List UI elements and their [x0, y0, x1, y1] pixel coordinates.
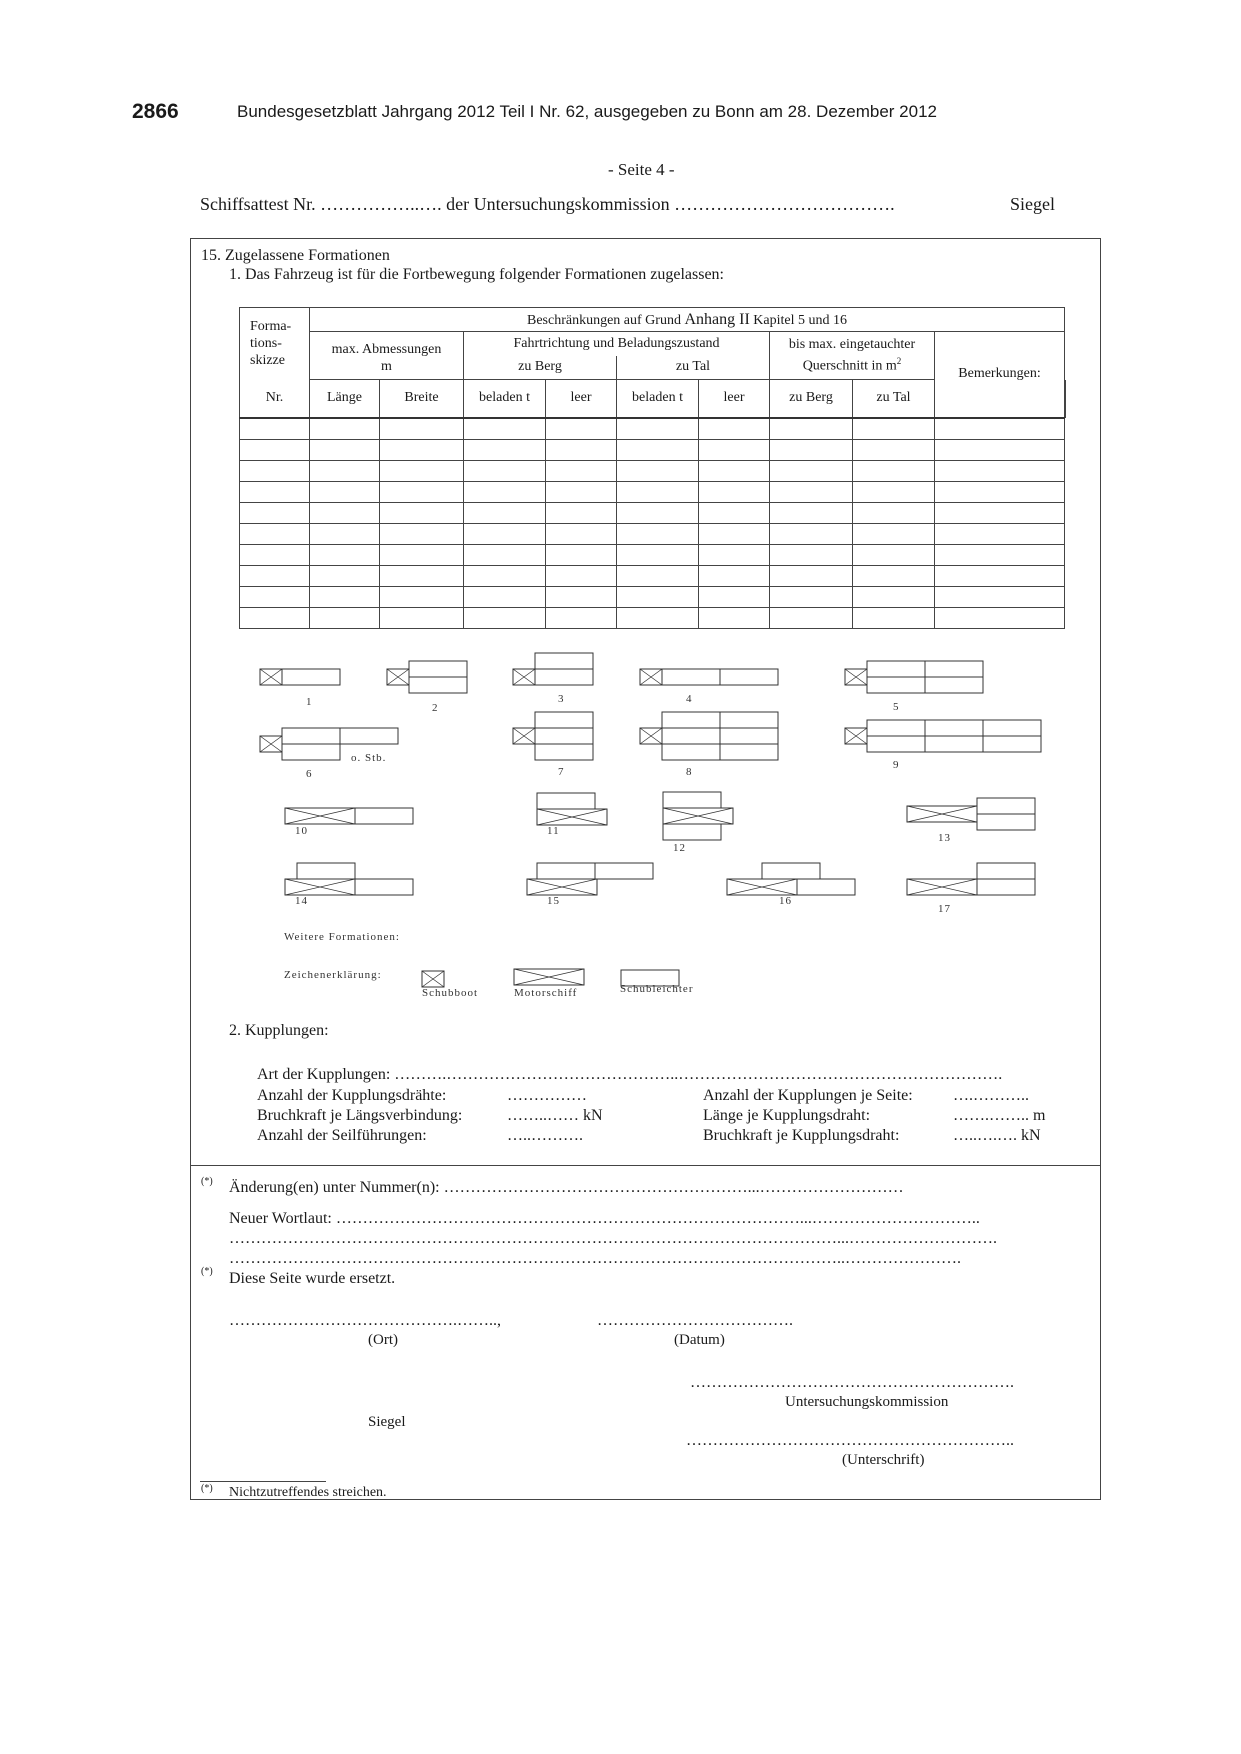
schubleichter-shape: [535, 744, 593, 760]
footnote-marker: (*): [201, 1266, 213, 1277]
schubleichter-shape: [535, 712, 593, 728]
unterschrift-dotted-line: ……………………………………………………..: [686, 1432, 1014, 1449]
schubleichter-shape: [535, 653, 593, 669]
eingetaucht-header: bis max. eingetauchter Querschnitt in $m^2$: [770, 332, 935, 380]
querschnitt-tal-header: zu Tal: [853, 380, 935, 418]
bruchkraft-laengs-value: ……..…… kN: [507, 1107, 603, 1124]
table-row: [240, 523, 1066, 544]
table-cell: [935, 586, 1065, 607]
datum-dotted-line: ……………………………….: [597, 1312, 793, 1329]
schubleichter-shape: [925, 677, 983, 693]
sketch-number: 3: [558, 693, 565, 705]
laenge-header: Länge: [310, 380, 380, 418]
table-cell: [546, 607, 617, 628]
table-cell: [770, 586, 853, 607]
anzahl-draehte-value: ……………: [507, 1087, 587, 1104]
table-cell: [380, 481, 464, 502]
schubleichter-shape: [867, 677, 925, 693]
table-cell: [935, 481, 1065, 502]
schubleichter-shape: [662, 744, 720, 760]
table-cell: [935, 439, 1065, 460]
table-cell: [240, 544, 310, 565]
table-cell: [617, 607, 699, 628]
table-cell: [699, 586, 770, 607]
schubleichter-shape: [867, 736, 925, 752]
table-cell: [853, 481, 935, 502]
table-cell: [546, 481, 617, 502]
table-cell: [464, 418, 546, 440]
table-cell: [546, 502, 617, 523]
schubleichter-shape: [595, 863, 653, 879]
table-cell: [546, 586, 617, 607]
bruchkraft-laengs-label: Bruchkraft je Längsverbindung:: [257, 1107, 463, 1124]
schubleichter-shape: [983, 720, 1041, 736]
table-cell: [935, 502, 1065, 523]
sketch-number: 5: [893, 701, 900, 713]
table-cell: [770, 523, 853, 544]
table-body: [240, 418, 1066, 629]
sketch-number: 12: [673, 842, 686, 854]
table-cell: [464, 460, 546, 481]
schubleichter-shape: [797, 879, 855, 895]
kupplungen-art: Art der Kupplungen: ……….……………………………………..…………………………………………………….: [257, 1066, 1003, 1083]
schubleichter-shape: [340, 728, 398, 744]
berg-leer-header: leer: [546, 380, 617, 418]
schubleichter-shape: [535, 669, 593, 685]
sketch-number: 4: [686, 693, 693, 705]
table-cell: [935, 460, 1065, 481]
schubleichter-shape: [867, 661, 925, 677]
page-number: 2866: [132, 100, 179, 123]
sketch-o-stb: o. Stb.: [351, 752, 387, 764]
table-cell: [699, 607, 770, 628]
fahrtrichtung-header: Fahrtrichtung und Beladungszustand: [464, 332, 770, 356]
breite-header: Breite: [380, 380, 464, 418]
table-cell: [699, 544, 770, 565]
seite-ersetzt: Diese Seite wurde ersetzt.: [229, 1270, 396, 1287]
sketch-number: 11: [547, 825, 560, 837]
schubleichter-shape: [720, 712, 778, 728]
table-cell: [310, 565, 380, 586]
table-cell: [617, 460, 699, 481]
table-cell: [935, 607, 1065, 628]
page-subtitle: - Seite 4 -: [608, 160, 675, 179]
table-cell: [546, 544, 617, 565]
table-cell: [310, 523, 380, 544]
schubleichter-shape: [925, 736, 983, 752]
schubleichter-shape: [925, 661, 983, 677]
table-cell: [464, 481, 546, 502]
sketch-number: 2: [432, 702, 439, 714]
table-cell: [240, 565, 310, 586]
table-row: [240, 460, 1066, 481]
table-cell: [464, 565, 546, 586]
anzahl-seil-value: …..……….: [507, 1127, 583, 1144]
sketch-number: 14: [295, 895, 308, 907]
table-row: [240, 502, 1066, 523]
table-cell: [699, 481, 770, 502]
table-row: [240, 544, 1066, 565]
schubleichter-shape: [535, 728, 593, 744]
laenge-draht-value: …….…….. m: [953, 1107, 1046, 1124]
table-cell: [770, 460, 853, 481]
max-abmessungen-header: max. Abmessungen m: [310, 332, 464, 380]
section-15-item-1: 1. Das Fahrzeug ist für die Fortbewegung folgender Formationen zugelassen:: [229, 266, 724, 283]
table-cell: [240, 418, 310, 440]
zeichenerklaerung: Zeichenerklärung:: [284, 969, 382, 981]
table-cell: [617, 418, 699, 440]
schubleichter-shape: [977, 814, 1035, 830]
table-cell: [853, 586, 935, 607]
table-cell: [310, 460, 380, 481]
table-cell: [546, 439, 617, 460]
anzahl-je-seite-label: Anzahl der Kupplungen je Seite:: [703, 1087, 913, 1104]
legend-schubleichter-label: Schubleichter: [620, 983, 694, 995]
table-cell: [546, 460, 617, 481]
tal-beladen-header: beladen t: [617, 380, 699, 418]
table-cell: [770, 607, 853, 628]
schubleichter-shape: [925, 720, 983, 736]
schubleichter-shape: [282, 669, 340, 685]
table-cell: [699, 502, 770, 523]
table-cell: [699, 565, 770, 586]
table-cell: [770, 439, 853, 460]
bemerkungen-sub: [1065, 380, 1066, 418]
schubleichter-shape: [355, 808, 413, 824]
table-cell: [770, 502, 853, 523]
table-cell: [853, 544, 935, 565]
schubleichter-shape: [977, 798, 1035, 814]
table-cell: [617, 565, 699, 586]
kupplungen-title: 2. Kupplungen:: [229, 1022, 329, 1039]
schubleichter-shape: [867, 720, 925, 736]
schubleichter-shape: [720, 669, 778, 685]
zu-berg-header: zu Berg: [464, 356, 617, 380]
table-cell: [853, 418, 935, 440]
table-cell: [380, 607, 464, 628]
schubleichter-shape: [977, 879, 1035, 895]
table-cell: [617, 502, 699, 523]
table-cell: [617, 439, 699, 460]
sketch-number: 10: [295, 825, 308, 837]
table-cell: [380, 586, 464, 607]
table-cell: [770, 418, 853, 440]
table-cell: [464, 523, 546, 544]
sketch-number: 16: [779, 895, 792, 907]
schubleichter-shape: [720, 728, 778, 744]
schubleichter-shape: [662, 669, 720, 685]
table-cell: [310, 502, 380, 523]
table-cell: [853, 439, 935, 460]
table-row: [240, 607, 1066, 628]
sketch-number: 7: [558, 766, 565, 778]
weitere-formationen: Weitere Formationen:: [284, 931, 400, 943]
attest-line: Schiffsattest Nr. ……………..…. der Untersuchungskommission ……………………………….: [200, 194, 895, 214]
sketch-number: 1: [306, 696, 313, 708]
table-cell: [617, 481, 699, 502]
schubleichter-shape: [720, 744, 778, 760]
footnote-marker: (*): [201, 1176, 213, 1187]
nr-header: Nr.: [240, 380, 310, 418]
table-cell: [380, 523, 464, 544]
sketch-number: 13: [938, 832, 951, 844]
table-cell: [853, 523, 935, 544]
table-cell: [240, 586, 310, 607]
table-cell: [310, 481, 380, 502]
siegel-label: Siegel: [368, 1414, 406, 1430]
schubleichter-shape: [282, 744, 340, 760]
schubleichter-shape: [762, 863, 820, 879]
kommission-label: Untersuchungskommission: [785, 1394, 949, 1410]
table-cell: [310, 586, 380, 607]
footnote-rule: [200, 1481, 326, 1482]
col-skizze-header: Forma- tions- skizze: [240, 308, 310, 380]
anzahl-seil-label: Anzahl der Seilführungen:: [257, 1127, 427, 1144]
table-cell: [310, 439, 380, 460]
table-cell: [380, 544, 464, 565]
schubleichter-shape: [282, 728, 340, 744]
header-title: Bundesgesetzblatt Jahrgang 2012 Teil I Nr. 62, ausgegeben zu Bonn am 28. Dezember 2012: [237, 102, 937, 121]
table-cell: [240, 481, 310, 502]
table-cell: [853, 607, 935, 628]
sketch-number: 9: [893, 759, 900, 771]
sketch-number: 6: [306, 768, 313, 780]
table-cell: [617, 586, 699, 607]
kommission-dotted-line: …………………………………………………….: [690, 1374, 1014, 1391]
table-cell: [380, 460, 464, 481]
bruchkraft-draht-value: …..….…. kN: [953, 1127, 1041, 1144]
table-cell: [770, 544, 853, 565]
formations-table: [239, 307, 1066, 629]
anzahl-je-seite-value: ….………..: [953, 1087, 1029, 1104]
sketch-number: 17: [938, 903, 951, 915]
table-cell: [380, 502, 464, 523]
table-cell: [464, 586, 546, 607]
querschnitt-berg-header: zu Berg: [770, 380, 853, 418]
laenge-draht-label: Länge je Kupplungsdraht:: [703, 1107, 871, 1124]
table-cell: [464, 439, 546, 460]
table-cell: [699, 523, 770, 544]
table-cell: [310, 607, 380, 628]
schubleichter-shape: [537, 863, 595, 879]
table-cell: [617, 544, 699, 565]
table-cell: [935, 418, 1065, 440]
schubleichter-shape: [662, 728, 720, 744]
neuer-wortlaut-line: Neuer Wortlaut: ……………………………………………………………………………...…………………………..: [229, 1210, 980, 1227]
table-cell: [770, 481, 853, 502]
table-cell: [699, 418, 770, 440]
legend-schubboot-label: Schubboot: [422, 987, 479, 999]
section-15-title: 15. Zugelassene Formationen: [201, 247, 390, 264]
table-cell: [770, 565, 853, 586]
schubleichter-shape: [662, 712, 720, 728]
ort-label: (Ort): [368, 1332, 398, 1348]
berg-beladen-header: beladen t: [464, 380, 546, 418]
table-cell: [464, 607, 546, 628]
table-cell: [464, 544, 546, 565]
table-cell: [240, 439, 310, 460]
table-cell: [853, 502, 935, 523]
tal-leer-header: leer: [699, 380, 770, 418]
table-cell: [853, 565, 935, 586]
table-row: [240, 586, 1066, 607]
beschraenkungen-header: Beschränkungen auf Grund Anhang II Kapitel 5 und 16: [310, 308, 1065, 332]
legend-motorschiff-label: Motorschiff: [514, 987, 578, 999]
aenderung-line: Änderung(en) unter Nummer(n): …………………………………………………...………………………: [229, 1179, 904, 1196]
table-cell: [240, 523, 310, 544]
siegel-top: Siegel: [1010, 194, 1055, 214]
table-row: [240, 481, 1066, 502]
table-cell: [853, 460, 935, 481]
anzahl-draehte-label: Anzahl der Kupplungsdrähte:: [257, 1087, 447, 1104]
footnote-text: Nichtzutreffendes streichen.: [229, 1485, 387, 1500]
table-cell: [240, 460, 310, 481]
schubleichter-shape: [663, 824, 721, 840]
formation-sketches: [240, 648, 1060, 1008]
table-cell: [380, 565, 464, 586]
schubleichter-shape: [977, 863, 1035, 879]
table-cell: [935, 544, 1065, 565]
table-cell: [240, 607, 310, 628]
table-cell: [380, 418, 464, 440]
schubleichter-shape: [409, 661, 467, 677]
table-cell: [310, 418, 380, 440]
schubleichter-shape: [983, 736, 1041, 752]
schubleichter-shape: [663, 792, 721, 808]
footnote-marker: (*): [201, 1483, 213, 1494]
table-cell: [546, 523, 617, 544]
schubleichter-shape: [537, 793, 595, 809]
sketch-number: 8: [686, 766, 693, 778]
datum-label: (Datum): [674, 1332, 725, 1348]
bruchkraft-draht-label: Bruchkraft je Kupplungsdraht:: [703, 1127, 900, 1144]
schubleichter-shape: [409, 677, 467, 693]
schubleichter-shape: [297, 863, 355, 879]
dotted-line: ……………………………………………………………………………………………………..………………….: [229, 1250, 961, 1267]
zu-tal-header: zu Tal: [617, 356, 770, 380]
frame-divider: [190, 1165, 1101, 1166]
table-cell: [240, 502, 310, 523]
table-cell: [310, 544, 380, 565]
table-cell: [464, 502, 546, 523]
table-cell: [699, 460, 770, 481]
table-cell: [617, 523, 699, 544]
table-row: [240, 565, 1066, 586]
bemerkungen-header: Bemerkungen:: [935, 332, 1065, 418]
dotted-line: ……………………………………………………………………………………………………...……………………….: [229, 1230, 997, 1247]
table-cell: [546, 565, 617, 586]
table-cell: [935, 523, 1065, 544]
unterschrift-label: (Unterschrift): [842, 1452, 925, 1468]
table-cell: [699, 439, 770, 460]
table-cell: [935, 565, 1065, 586]
schubleichter-shape: [355, 879, 413, 895]
table-row: [240, 418, 1066, 440]
ort-dotted-line: …………………………………….……..,: [229, 1312, 501, 1329]
table-row: [240, 439, 1066, 460]
table-cell: [546, 418, 617, 440]
sketch-number: 15: [547, 895, 560, 907]
table-cell: [380, 439, 464, 460]
